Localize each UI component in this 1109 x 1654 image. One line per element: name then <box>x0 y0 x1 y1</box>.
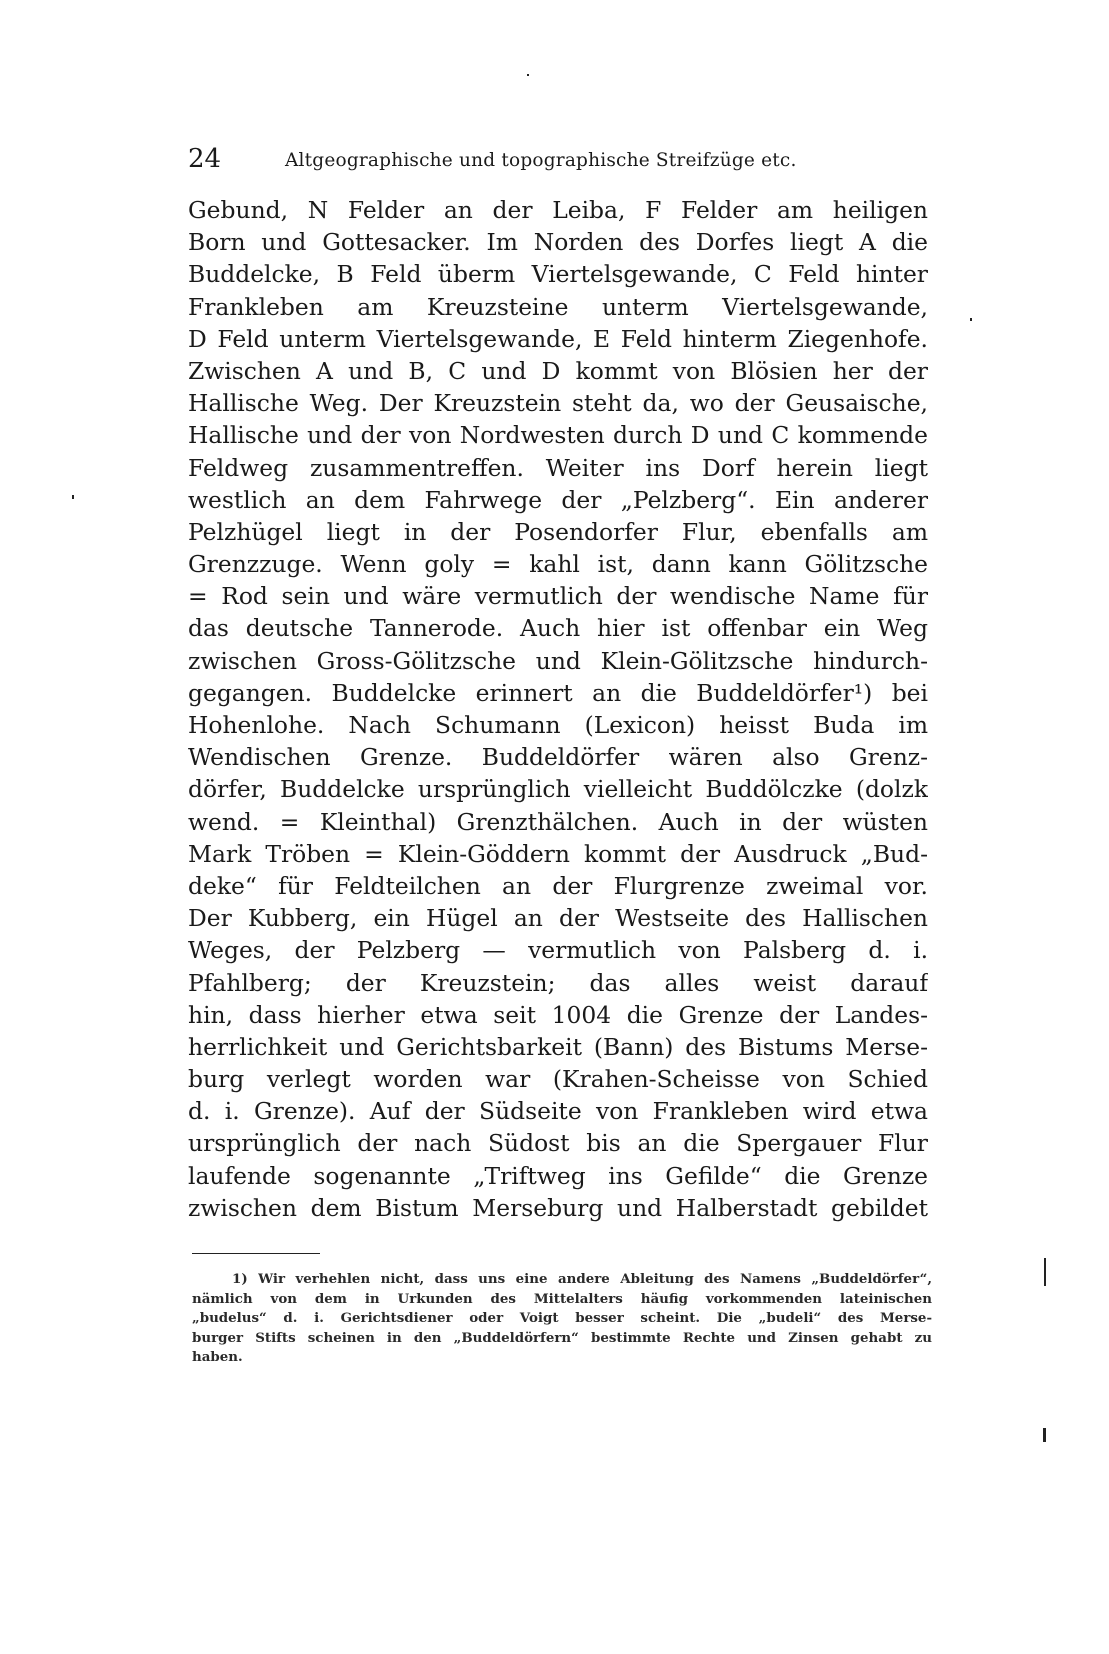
text-line: d. i. Grenze). Auf der Südseite von Frankleben wird etwa <box>188 1097 928 1126</box>
page-number: 24 <box>188 144 222 174</box>
main-text <box>188 194 928 1224</box>
text-line: Pelzhügel liegt in der Posendorfer Flur, ebenfalls am <box>188 517 928 546</box>
footnote-line: „budelus“ d. i. Gerichtsdiener oder Voigt besser scheint. Die „budeli“ des Merse- <box>192 1310 932 1327</box>
scan-mark <box>72 495 74 499</box>
text-line: Der Kubberg, ein Hügel an der Westseite des Hallischen <box>188 904 928 933</box>
text-line: laufende sogenannte „Triftweg ins Gefilde“ die Grenze <box>188 1161 928 1190</box>
footnote <box>192 1270 932 1368</box>
scan-mark <box>970 318 972 321</box>
footnote-divider <box>192 1253 320 1254</box>
footnote-line: nämlich von dem in Urkunden des Mittelalters häufig vorkommenden lateinischen <box>192 1290 932 1307</box>
text-line: Wendischen Grenze. Buddeldörfer wären also Grenz- <box>188 743 928 772</box>
text-line: burg verlegt worden war (Krahen-Scheisse von Schied <box>188 1065 928 1094</box>
text-line: wend. = Kleinthal) Grenzthälchen. Auch in der wüsten <box>188 807 928 836</box>
text-line: D Feld unterm Viertelsgewande, E Feld hinterm Ziegenhofe. <box>188 324 928 353</box>
text-line: Pfahlberg; der Kreuzstein; das alles weist darauf <box>188 968 928 997</box>
scan-mark <box>527 74 529 76</box>
footnote-line: burger Stifts scheinen in den „Buddeldörfern“ bestimmte Rechte und Zinsen gehabt zu <box>192 1329 932 1346</box>
running-title: Altgeographische und topographische Streifzüge etc. <box>285 150 797 171</box>
text-line: westlich an dem Fahrwege der „Pelzberg“. Ein anderer <box>188 485 928 514</box>
text-line: herrlichkeit und Gerichtsbarkeit (Bann) des Bistums Merse- <box>188 1032 928 1061</box>
running-head <box>188 144 928 178</box>
text-line: Frankleben am Kreuzsteine unterm Viertelsgewande, <box>188 292 928 321</box>
text-line: Feldweg zusammentreffen. Weiter ins Dorf herein liegt <box>188 453 928 482</box>
text-line: Hallische Weg. Der Kreuzstein steht da, wo der Geusaische, <box>188 389 928 418</box>
text-line: Gebund, N Felder an der Leiba, F Felder am heiligen <box>188 196 928 224</box>
text-line: Mark Tröben = Klein-Göddern kommt der Ausdruck „Bud- <box>188 839 928 868</box>
text-line: zwischen dem Bistum Merseburg und Halberstadt gebildet <box>188 1193 928 1222</box>
footnote-line: haben. <box>192 1349 243 1366</box>
text-line: Zwischen A und B, C und D kommt von Blösien her der <box>188 356 928 385</box>
text-line: das deutsche Tannerode. Auch hier ist offenbar ein Weg <box>188 614 928 643</box>
text-line: = Rod sein und wäre vermutlich der wendische Name für <box>188 582 928 611</box>
scan-mark <box>1043 1428 1046 1442</box>
text-line: Born und Gottesacker. Im Norden des Dorfes liegt A die <box>188 228 928 257</box>
text-line: zwischen Gross-Gölitzsche und Klein-Gölitzsche hindurch- <box>188 646 928 675</box>
text-line: Buddelcke, B Feld überm Viertelsgewande, C Feld hinter <box>188 260 928 289</box>
scan-mark <box>1044 1258 1046 1286</box>
text-line: deke“ für Feldteilchen an der Flurgrenze zweimal vor. <box>188 871 928 900</box>
text-line: ursprünglich der nach Südost bis an die Spergauer Flur <box>188 1129 928 1158</box>
text-line: Weges, der Pelzberg — vermutlich von Palsberg d. i. <box>188 936 928 965</box>
text-line: gegangen. Buddelcke erinnert an die Buddeldörfer¹) bei <box>188 678 928 707</box>
text-line: Hallische und der von Nordwesten durch D und C kommende <box>188 421 928 450</box>
footnote-line: 1) Wir verhehlen nicht, dass uns eine andere Ableitung des Namens „Buddeldörfer“, <box>232 1271 932 1287</box>
text-line: Hohenlohe. Nach Schumann (Lexicon) heisst Buda im <box>188 711 928 739</box>
text-line: hin, dass hierher etwa seit 1004 die Grenze der Landes- <box>188 1000 928 1029</box>
text-line: Grenzzuge. Wenn goly = kahl ist, dann kann Gölitzsche <box>188 550 928 579</box>
text-line: dörfer, Buddelcke ursprünglich vielleicht Buddölczke (dolzk <box>188 775 928 804</box>
